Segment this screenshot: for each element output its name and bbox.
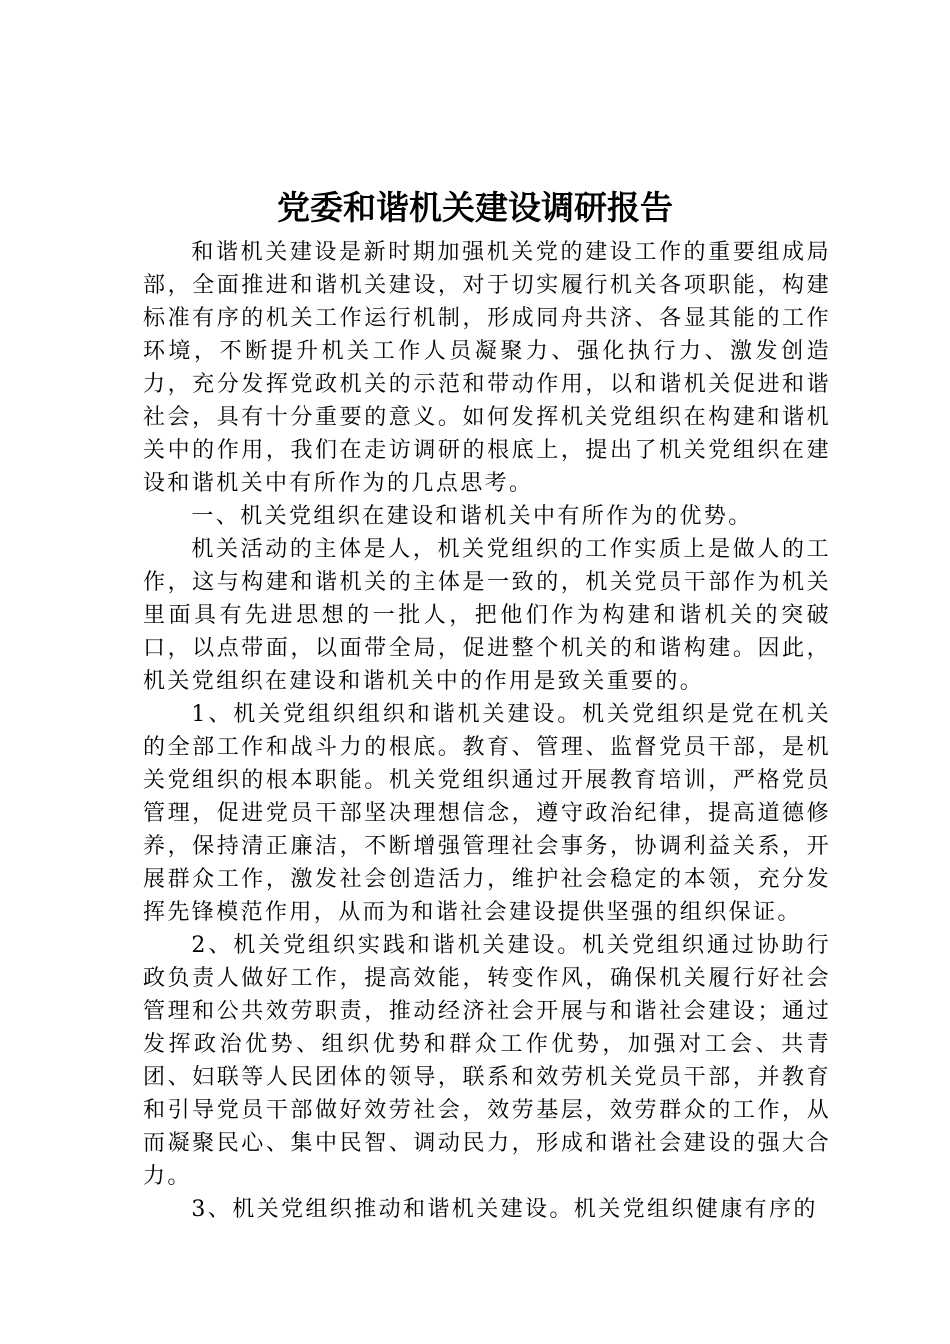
section-heading-1: 一、机关党组织在建设和谐机关中有所作为的优势。: [191, 504, 753, 529]
document-body: [143, 236, 831, 1226]
paragraph-intro: 和谐机关建设是新时期加强机关党的建设工作的重要组成局部，全面推进和谐机关建设，对于切实履行机关各项职能，构建标准有序的机关工作运行机制，形成同舟共济、各显其能的工作环境，不断提升机关工作人员凝聚力、强化执行力、激发创造力，充分发挥党政机关的示范和带动作用，以和谐机关促进和谐社会，具有十分重要的意义。如何发挥机关党组织在构建和谐机关中的作用，我们在走访调研的根底上，提出了机关党组织在建设和谐机关中有所作为的几点思考。: [143, 240, 831, 496]
paragraph-point-1: 1、机关党组织组织和谐机关建设。机关党组织是党在机关的全部工作和战斗力的根底。教育、管理、监督党员干部，是机关党组织的根本职能。机关党组织通过开展教育培训，严格党员管理，促进党员干部坚决理想信念，遵守政治纪律，提高道德修养，保持清正廉洁，不断增强管理社会事务，协调利益关系，开展群众工作，激发社会创造活力，维护社会稳定的本领，充分发挥先锋模范作用，从而为和谐社会建设提供坚强的组织保证。: [143, 702, 831, 925]
paragraph-point-2: 2、机关党组织实践和谐机关建设。机关党组织通过协助行政负责人做好工作，提高效能，转变作风，确保机关履行好社会管理和公共效劳职责，推动经济社会开展与和谐社会建设；通过发挥政治优势、组织优势和群众工作优势，加强对工会、共青团、妇联等人民团体的领导，联系和效劳机关党员干部，并教育和引导党员干部做好效劳社会，效劳基层，效劳群众的工作，从而凝聚民心、集中民智、调动民力，形成和谐社会建设的强大合力。: [143, 933, 831, 1189]
paragraph-point-3: 3、机关党组织推动和谐机关建设。机关党组织健康有序的: [191, 1197, 818, 1222]
document-title: 党委和谐机关建设调研报告: [277, 188, 673, 227]
paragraph-section-1: 机关活动的主体是人，机关党组织的工作实质上是做人的工作，这与构建和谐机关的主体是一致的，机关党员干部作为机关里面具有先进思想的一批人，把他们作为构建和谐机关的突破口，以点带面，以面带全局，促进整个机关的和谐构建。因此，机关党组织在建设和谐机关中的作用是致关重要的。: [143, 537, 831, 694]
